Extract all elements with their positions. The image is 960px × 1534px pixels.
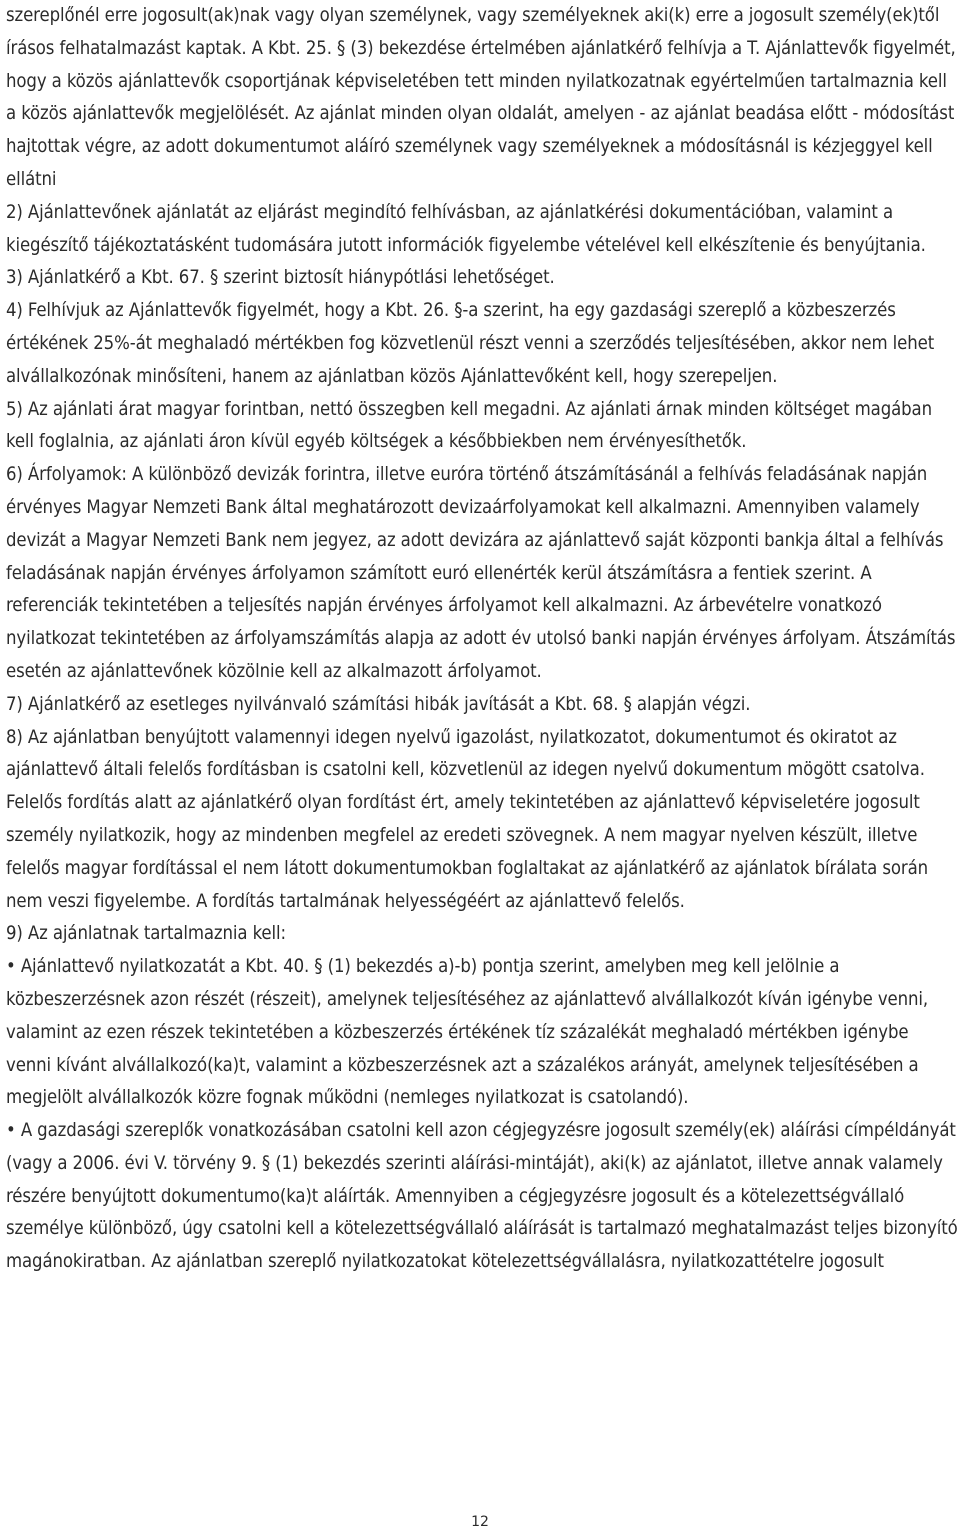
paragraph-item-5: 5) Az ajánlati árat magyar forintban, nettó összegben kell megadni. Az ajánlati árnak minden költséget magában kell foglalnia, az ajánlati áron kívül egyéb költségek a későbbiekben nem érvényesíthetők. bbox=[6, 398, 932, 453]
paragraph-item-6: 6) Árfolyamok: A különböző devizák forintra, illetve euróra történő átszámításánál a felhívás feladásának napján érvényes Magyar Nemzeti Bank által meghatározott devizaárfolyamokat kell alkalmazni. Amennyiben valamely devizát a Magyar Nemzeti Bank nem jegyez, az adott devizára az ajánlattevő saját központi bankja által a felhívás feladásának napján érvényes árfolyamon számított euró ellenérték kerül átszámításra a fentiek szerint. A referenciák tekintetében a teljesítés napján érvényes árfolyamot kell alkalmazni. Az árbevételre vonatkozó nyilatkozat tekintetében az árfolyamszámítás alapja az adott év utolsó banki napján érvényes árfolyam. Átszámítás esetén az ajánlattevőnek közölnie kell az alkalmazott árfolyamot. bbox=[6, 464, 956, 682]
document-body bbox=[6, 0, 958, 1279]
paragraph-item-9: 9) Az ajánlatnak tartalmaznia kell: bbox=[6, 923, 286, 945]
paragraph-item-3: 3) Ajánlatkérő a Kbt. 67. § szerint biztosít hiánypótlási lehetőséget. bbox=[6, 267, 555, 289]
bullet-item-subcontractor: • Ajánlattevő nyilatkozatát a Kbt. 40. § (1) bekezdés a)-b) pontja szerint, amelyben meg kell jelölnie a közbeszerzésnek azon részét (részeit), amelynek teljesítéséhez az ajánlattevő alvállalkozót kíván igénybe venni, valamint az ezen részek tekintetében a közbeszerzés értékének tíz százalékát meghaladó mértékben igénybe venni kívánt alvállalkozó(ka)t, valamint a közbeszerzésnek azt a százalékos arányát, amelynek teljesítésében a megjelölt alvállalkozók közre fognak működni (nemleges nyilatkozat is csatolandó). bbox=[6, 956, 929, 1109]
page-number: 12 bbox=[471, 1514, 489, 1530]
paragraph-item-8: 8) Az ajánlatban benyújtott valamennyi idegen nyelvű igazolást, nyilatkozatot, dokumentumot és okiratot az ajánlattevő általi felelős fordításban is csatolni kell, közvetlenül az idegen nyelvű dokumentum mögött csatolva. Felelős fordítás alatt az ajánlatkérő olyan fordítást ért, amely tekintetében az ajánlattevő képviseletére jogosult személy nyilatkozik, hogy az mindenben megfelel az eredeti szövegnek. A nem magyar nyelven készült, illetve felelős magyar fordítással el nem látott dokumentumokban foglaltakat az ajánlatkérő az ajánlatok bírálata során nem veszi figyelembe. A fordítás tartalmának helyességéért az ajánlattevő felelős. bbox=[6, 726, 929, 912]
paragraph-item-2: 2) Ajánlattevőnek ajánlatát az eljárást megindító felhívásban, az ajánlatkérési dokumentációban, valamint a kiegészítő tájékoztatásként tudomására jutott információk figyelembe vételével kell elkészítenie és benyújtania. bbox=[6, 201, 926, 256]
paragraph-item-7: 7) Ajánlatkérő az esetleges nyilvánvaló számítási hibák javítását a Kbt. 68. § alapján végzi. bbox=[6, 693, 751, 715]
paragraph-signatory-intro: szereplőnél erre jogosult(ak)nak vagy olyan személynek, vagy személyeknek aki(k) erre a jogosult személy(ek)től írásos felhatalmazást kaptak. A Kbt. 25. § (3) bekezdése értelmében ajánlatkérő felhívja a T. Ajánlattevők figyelmét, hogy a közös ajánlattevők csoportjának képviseletében tett minden nyilatkozatnak egyértelműen tartalmaznia kell a közös ajánlattevők megjelölését. Az ajánlat minden olyan oldalát, amelyen - az ajánlat beadása előtt - módosítást hajtottak végre, az adott dokumentumot aláíró személynek vagy személyeknek a módosításnál is kézjeggyel kell ellátni bbox=[6, 5, 956, 190]
paragraph-item-4: 4) Felhívjuk az Ajánlattevők figyelmét, hogy a Kbt. 26. §-a szerint, ha egy gazdasági szereplő a közbeszerzés értékének 25%-át meghaladó mértékben fog közvetlenül részt venni a szerződés teljesítésében, akkor nem lehet alvállalkozónak minősíteni, hanem az ajánlatban közös Ajánlattevőként kell, hogy szerepeljen. bbox=[6, 300, 935, 387]
bullet-item-signature-specimen: • A gazdasági szereplők vonatkozásában csatolni kell azon cégjegyzésre jogosult személy(ek) aláírási címpéldányát (vagy a 2006. évi V. törvény 9. § (1) bekezdés szerinti aláírási-mintáját), aki(k) az ajánlatot, illetve annak valamely részére benyújtott dokumentumo(ka)t aláírták. Amennyiben a cégjegyzésre jogosult és a kötelezettségvállaló személye különböző, úgy csatolni kell a kötelezettségvállaló aláírását is tartalmazó meghatalmazást teljes bizonyító magánokiratban. Az ajánlatban szereplő nyilatkozatokat kötelezettségvállalásra, nyilatkozattételre jogosult bbox=[6, 1120, 958, 1273]
